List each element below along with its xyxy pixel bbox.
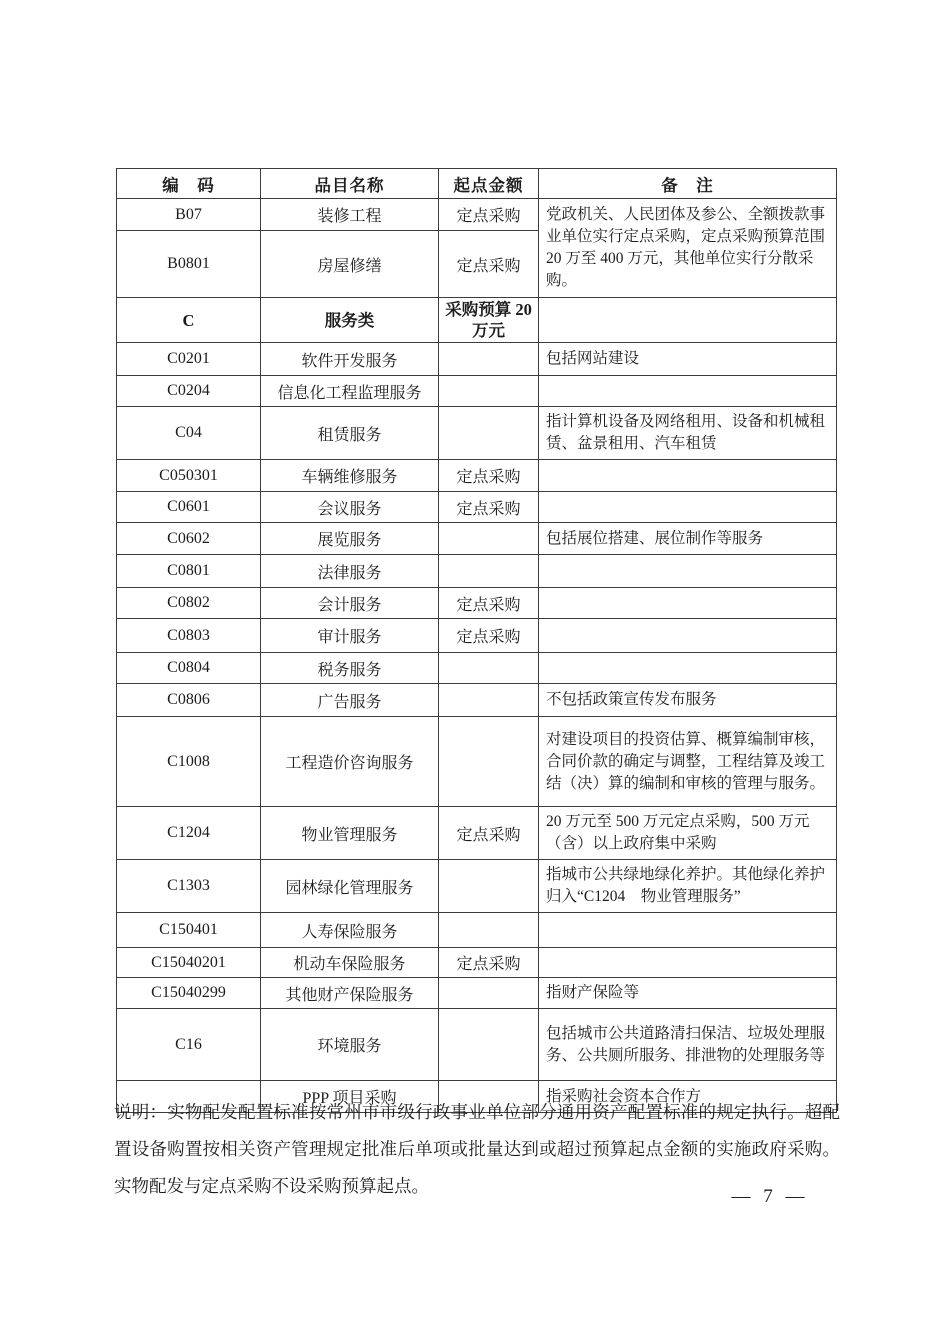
code-cell: B0801 <box>117 231 261 298</box>
remark-cell: 20 万元至 500 万元定点采购，500 万元（含）以上政府集中采购 <box>539 807 837 860</box>
amount-cell: 定点采购 <box>439 588 539 619</box>
code-cell: C0602 <box>117 523 261 555</box>
name-cell: 环境服务 <box>261 1009 439 1081</box>
remark-cell <box>539 619 837 653</box>
amount-cell: 定点采购 <box>439 619 539 653</box>
name-cell: PPP 项目采购 <box>261 1081 439 1113</box>
code-cell: C16 <box>117 1009 261 1081</box>
name-cell: 法律服务 <box>261 555 439 588</box>
code-cell: C0806 <box>117 684 261 717</box>
name-cell: 机动车保险服务 <box>261 948 439 978</box>
remark-cell: 不包括政策宣传发布服务 <box>539 684 837 717</box>
amount-cell: 定点采购 <box>439 231 539 298</box>
amount-cell: 定点采购 <box>439 948 539 978</box>
code-cell: C050301 <box>117 460 261 492</box>
remark-cell: 包括网站建设 <box>539 343 837 376</box>
amount-cell <box>439 653 539 684</box>
code-cell: C0601 <box>117 492 261 523</box>
code-cell: C0201 <box>117 343 261 376</box>
amount-cell: 采购预算 20 万元 <box>439 298 539 343</box>
table-row <box>117 978 837 1009</box>
table-row <box>117 460 837 492</box>
table-row <box>117 492 837 523</box>
procurement-table <box>116 168 837 1113</box>
table-row <box>117 555 837 588</box>
remark-cell: 指采购社会资本合作方 <box>539 1081 837 1113</box>
name-cell: 会计服务 <box>261 588 439 619</box>
amount-cell <box>439 860 539 913</box>
remark-cell: 指财产保险等 <box>539 978 837 1009</box>
amount-cell <box>439 523 539 555</box>
code-cell: C04 <box>117 407 261 460</box>
table-row <box>117 343 837 376</box>
name-cell: 房屋修缮 <box>261 231 439 298</box>
name-cell: 装修工程 <box>261 199 439 231</box>
amount-cell <box>439 717 539 807</box>
table-row <box>117 376 837 407</box>
table-row <box>117 298 837 343</box>
name-cell: 车辆维修服务 <box>261 460 439 492</box>
note-text: 说明：实物配发配置标准按常州市市级行政事业单位部分通用资产配置标准的规定执行。超配置设备购置按相关资产管理规定批准后单项或批量达到或超过预算起点金额的实施政府采购。实物配发与定点采购不设采购预算起点。 <box>114 1102 840 1196</box>
amount-cell <box>439 407 539 460</box>
code-cell: C0204 <box>117 376 261 407</box>
table-row <box>117 619 837 653</box>
table-row <box>117 684 837 717</box>
amount-cell: 定点采购 <box>439 199 539 231</box>
remark-cell <box>539 298 837 343</box>
amount-cell: 定点采购 <box>439 807 539 860</box>
remark-cell: 指计算机设备及网络租用、设备和机械租赁、盆景租用、汽车租赁 <box>539 407 837 460</box>
amount-cell <box>439 913 539 948</box>
name-cell: 信息化工程监理服务 <box>261 376 439 407</box>
table-row <box>117 807 837 860</box>
amount-cell <box>439 555 539 588</box>
code-cell: B07 <box>117 199 261 231</box>
table-row <box>117 860 837 913</box>
table-row <box>117 1009 837 1081</box>
name-cell: 服务类 <box>261 298 439 343</box>
header-item-name: 品目名称 <box>261 169 439 199</box>
header-start-amount: 起点金额 <box>439 169 539 199</box>
code-cell: C0803 <box>117 619 261 653</box>
amount-cell <box>439 978 539 1009</box>
amount-cell <box>439 1009 539 1081</box>
code-cell: C <box>117 298 261 343</box>
name-cell: 广告服务 <box>261 684 439 717</box>
name-cell: 软件开发服务 <box>261 343 439 376</box>
amount-cell: 定点采购 <box>439 492 539 523</box>
table-row <box>117 913 837 948</box>
code-cell: C0801 <box>117 555 261 588</box>
table-row <box>117 653 837 684</box>
remark-cell <box>539 555 837 588</box>
code-cell: C0804 <box>117 653 261 684</box>
remark-cell: 包括展位搭建、展位制作等服务 <box>539 523 837 555</box>
remark-cell <box>539 376 837 407</box>
name-cell: 工程造价咨询服务 <box>261 717 439 807</box>
remark-cell <box>539 460 837 492</box>
remark-cell <box>539 653 837 684</box>
remark-cell: 指城市公共绿地绿化养护。其他绿化养护归入“C1204 物业管理服务” <box>539 860 837 913</box>
table-row <box>117 407 837 460</box>
code-cell: C1008 <box>117 717 261 807</box>
remark-cell: 对建设项目的投资估算、概算编制审核，合同价款的确定与调整，工程结算及竣工结（决）算的编制和审核的管理与服务。 <box>539 717 837 807</box>
header-remark: 备 注 <box>539 169 837 199</box>
amount-cell <box>439 684 539 717</box>
remark-cell <box>539 913 837 948</box>
name-cell: 会议服务 <box>261 492 439 523</box>
table-row <box>117 523 837 555</box>
amount-cell <box>439 343 539 376</box>
page-number: — 7 — <box>731 1186 809 1207</box>
table-row <box>117 948 837 978</box>
name-cell: 审计服务 <box>261 619 439 653</box>
remark-cell <box>539 948 837 978</box>
remark-cell: 包括城市公共道路清扫保洁、垃圾处理服务、公共厕所服务、排泄物的处理服务等 <box>539 1009 837 1081</box>
remark-cell: 党政机关、人民团体及参公、全额拨款事业单位实行定点采购，定点采购预算范围 20 万至 400 万元，其他单位实行分散采购。 <box>539 199 837 298</box>
name-cell: 人寿保险服务 <box>261 913 439 948</box>
code-cell: C1303 <box>117 860 261 913</box>
header-code: 编 码 <box>117 169 261 199</box>
code-cell: C15040201 <box>117 948 261 978</box>
amount-cell <box>439 376 539 407</box>
name-cell: 园林绿化管理服务 <box>261 860 439 913</box>
table-row <box>117 199 837 231</box>
table-row <box>117 717 837 807</box>
name-cell: 展览服务 <box>261 523 439 555</box>
amount-cell: 定点采购 <box>439 460 539 492</box>
code-cell: C0802 <box>117 588 261 619</box>
name-cell: 税务服务 <box>261 653 439 684</box>
remark-cell <box>539 492 837 523</box>
table-row <box>117 588 837 619</box>
name-cell: 物业管理服务 <box>261 807 439 860</box>
name-cell: 租赁服务 <box>261 407 439 460</box>
code-cell: C1204 <box>117 807 261 860</box>
table-header-row <box>117 169 837 199</box>
name-cell: 其他财产保险服务 <box>261 978 439 1009</box>
code-cell: C15040299 <box>117 978 261 1009</box>
remark-cell <box>539 588 837 619</box>
code-cell: C150401 <box>117 913 261 948</box>
